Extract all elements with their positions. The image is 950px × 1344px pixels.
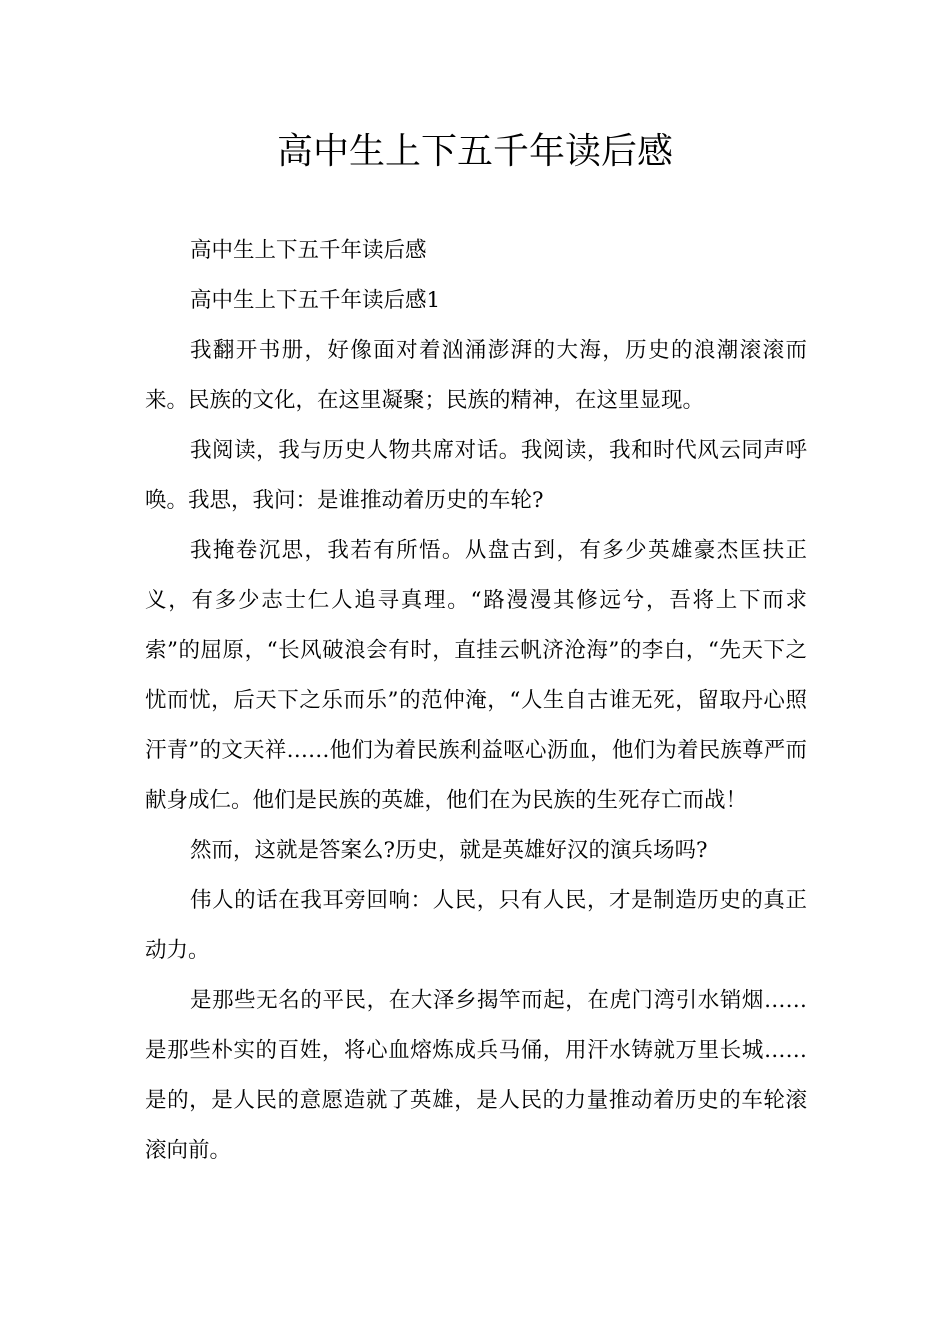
paragraph-subtitle: 高中生上下五千年读后感 [190, 238, 427, 263]
paragraph: 我阅读，我与历史人物共席对话。我阅读，我和时代风云同声呼唤。我思，我问：是谁推动着历史的车轮? [145, 438, 807, 513]
paragraph-heading: 高中生上下五千年读后感1 [190, 288, 441, 313]
paragraph: 是那些无名的平民，在大泽乡揭竿而起，在虎门湾引水销烟……是那些朴实的百姓，将心血熔炼成兵马俑，用汗水铸就万里长城……是的，是人民的意愿造就了英雄，是人民的力量推动着历史的车轮滚滚向前。 [145, 988, 807, 1163]
document-body [145, 226, 807, 1176]
paragraph: 伟人的话在我耳旁回响：人民，只有人民，才是制造历史的真正动力。 [145, 888, 807, 963]
paragraph: 然而，这就是答案么?历史，就是英雄好汉的演兵场吗? [190, 838, 708, 863]
paragraph: 我掩卷沉思，我若有所悟。从盘古到，有多少英雄豪杰匡扶正义，有多少志士仁人追寻真理。“路漫漫其修远兮，吾将上下而求索”的屈原，“长风破浪会有时，直挂云帆济沧海”的李白，“先天下之忧而忧，后天下之乐而乐”的范仲淹，“人生自古谁无死，留取丹心照汗青”的文天祥……他们为着民族利益呕心沥血，他们为着民族尊严而献身成仁。他们是民族的英雄，他们在为民族的生死存亡而战！ [145, 538, 807, 813]
paragraph: 我翻开书册，好像面对着汹涌澎湃的大海，历史的浪潮滚滚而来。民族的文化，在这里凝聚；民族的精神，在这里显现。 [145, 338, 807, 413]
document-title: 高中生上下五千年读后感 [276, 131, 673, 172]
